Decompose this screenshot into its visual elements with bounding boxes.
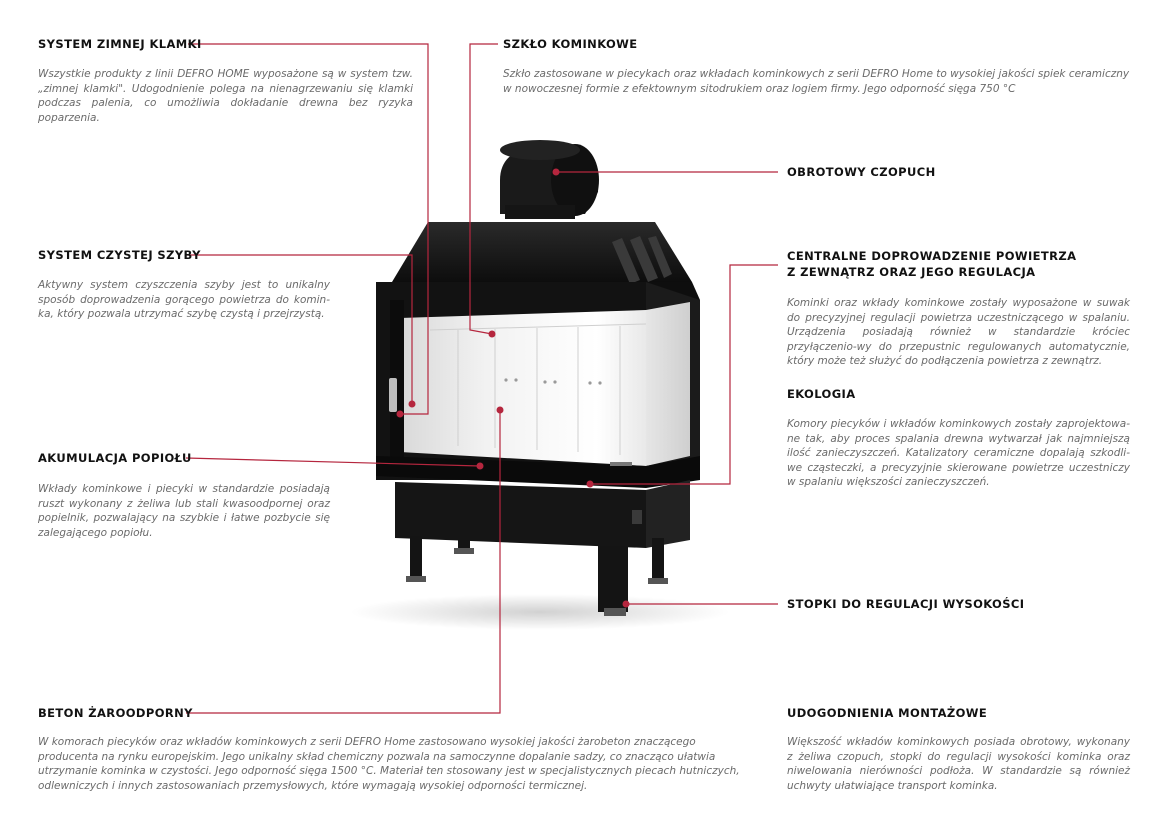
text-szklo: Szkło zastosowane w piecykach oraz wkładach kominkowych z serii DEFRO Home to wysokiej jakości spiek ceramiczny w nowoczesnej formie z efektownym sitodrukiem oraz logiem firmy. Jego odporność sięga 750 °C xyxy=(503,68,1130,95)
text-popiol: Wkłady kominkowe i piecyki w standardzie posiadają ruszt wykonany z żeliwa lub stali kwasoodpornej oraz popielnik, pozwalający na szybkie i łatwe pozbycie się zalegającego popiołu. xyxy=(38,483,330,539)
heading-ekologia: EKOLOGIA xyxy=(787,387,856,401)
text-beton: W komorach piecyków oraz wkładów kominkowych z serii DEFRO Home zastosowano wysokiej jakości żarobeton znaczącego producenta na rynku europejskim. Jego unikalny skład chemiczny pozwala na samoczynne dopalanie sadzy, co znacząco ułatwia utrzymanie kominka w czystości. Jego odporność sięga 1500 °C. Materiał ten stosowany jest w specjalistycznych piecach hutniczych, odlewniczych i innych zastosowaniach przemysłowych, które wymagają wysokiej odporności termicznej. xyxy=(38,736,740,792)
heading-montaz: UDOGODNIENIA MONTAŻOWE xyxy=(787,706,988,720)
leader-beton xyxy=(186,410,500,713)
heading-powietrze-line1: CENTRALNE DOPROWADZENIE POWIETRZA xyxy=(787,249,1077,263)
text-ekologia: Komory piecyków i wkładów kominkowych zostały zaprojektowa-ne tak, aby proces spalania drewna wytwarzał jak najmniejszą ilość zanieczyszczeń. Katalizatory ceramiczne dopalają szkodli-we cząsteczki, a precyzyjnie skierowane powietrze uczestniczy w spalaniu większości zanieczyszczeń. xyxy=(787,418,1130,488)
leader-popiol xyxy=(186,458,480,466)
heading-zimna-klamka: SYSTEM ZIMNEJ KLAMKI xyxy=(38,37,202,51)
text-czysta-szyba: Aktywny system czyszczenia szyby jest to unikalny sposób doprowadzenia gorącego powietrza do komin-ka, który pozwala utrzymać szybę czystą i przejrzystą. xyxy=(38,279,330,320)
heading-popiol: AKUMULACJA POPIOŁU xyxy=(38,451,192,465)
text-powietrze: Kominki oraz wkłady kominkowe zostały wyposażone w suwak do precyzyjnej regulacji powietrza uczestniczącego w spalaniu. Urządzenia posiadają również w standardzie króciec przyłączenio-wy do przepustnic regulowanych automatycznie, który może też służyć do podłączenia powietrza z zewnątrz. xyxy=(787,297,1130,367)
leader-szklo xyxy=(470,44,498,334)
heading-beton: BETON ŻAROODPORNY xyxy=(38,706,193,720)
heading-czopuch: OBROTOWY CZOPUCH xyxy=(787,165,936,179)
leader-powietrze xyxy=(590,265,778,484)
heading-czysta-szyba: SYSTEM CZYSTEJ SZYBY xyxy=(38,248,201,262)
text-zimna-klamka: Wszystkie produkty z linii DEFRO HOME wyposażone są w system tzw. „zimnej klamki". Udogodnienie polega na nienagrzewaniu się klamki podczas palenia, co umożliwia dokładanie drewna bez ryzyka poparzenia. xyxy=(38,68,413,124)
heading-szklo: SZKŁO KOMINKOWE xyxy=(503,37,638,51)
text-montaz: Większość wkładów kominkowych posiada obrotowy, wykonany z żeliwa czopuch, stopki do regulacji wysokości kominka oraz niwelowania nierówności podłoża. W standardzie są również uchwyty ułatwiające transport kominka. xyxy=(787,736,1130,792)
heading-stopki: STOPKI DO REGULACJI WYSOKOŚCI xyxy=(787,597,1025,611)
heading-powietrze-line2: Z ZEWNĄTRZ ORAZ JEGO REGULACJA xyxy=(787,265,1036,279)
